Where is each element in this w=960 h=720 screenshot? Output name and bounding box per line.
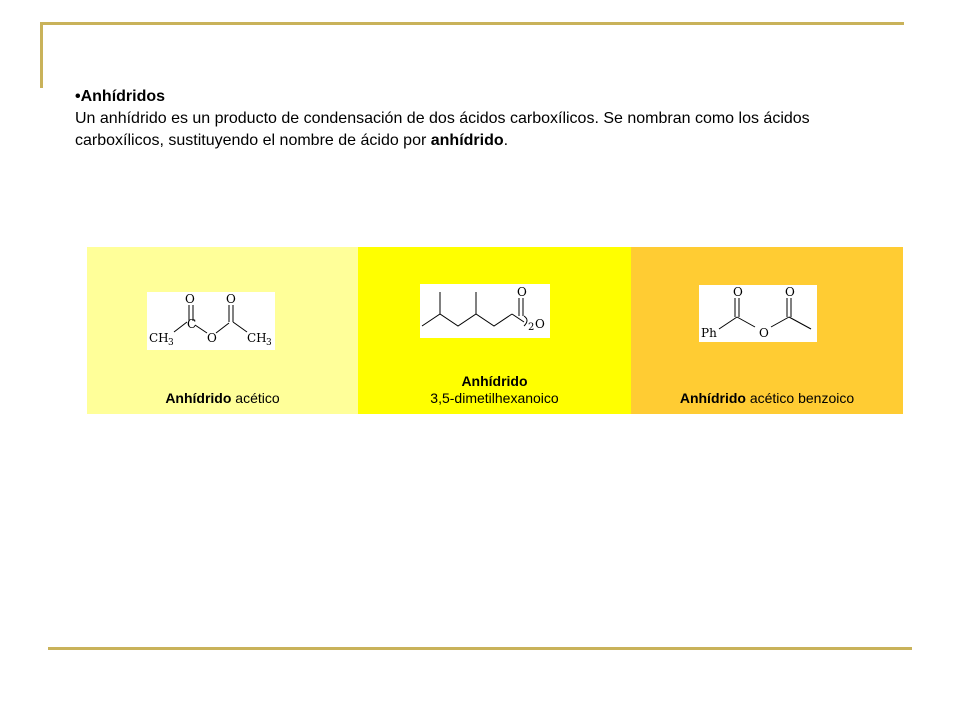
body-end: .	[503, 132, 509, 149]
caption-rest: 3,5-dimetilhexanoico	[430, 390, 559, 406]
label-carbonyl-o: O	[517, 285, 527, 299]
body-bold-term: anhídrido	[430, 132, 504, 149]
label-ch3-right: CH	[247, 331, 267, 345]
caption-acetic	[87, 390, 358, 407]
panel-acetic-benzoic-anhydride	[631, 247, 903, 414]
caption-rest: acético benzoico	[745, 390, 855, 406]
panel-dimethylhexanoic-anhydride	[358, 247, 631, 414]
frame-bottom-line	[48, 647, 912, 650]
structure-dimethylhexanoic-anhydride	[420, 284, 550, 338]
caption-bold: Anhídrido	[461, 373, 528, 389]
label-carbonyl-o-right: O	[226, 292, 236, 306]
label-carbonyl-o-left: O	[185, 292, 195, 306]
label-bridge-o: O	[535, 317, 545, 331]
slide-text	[75, 86, 895, 152]
panel-acetic-anhydride	[87, 247, 358, 414]
label-subscript-2: 2	[528, 322, 535, 333]
label-carbon: C	[187, 317, 197, 331]
slide-body	[75, 108, 895, 152]
structure-acetic-benzoic-anhydride	[699, 285, 817, 342]
caption-bold: Anhídrido	[679, 390, 746, 406]
acetic-anhydride-svg	[147, 292, 275, 350]
caption-acetic-benzoic	[631, 390, 903, 407]
label-carbonyl-o-left: O	[733, 285, 743, 299]
dimethylhexanoic-svg	[420, 284, 550, 338]
label-bridge-o: O	[759, 326, 769, 340]
label-sub-left: 3	[168, 338, 174, 348]
caption-dimethylhexanoic	[358, 373, 631, 407]
caption-rest: acético	[231, 390, 280, 406]
label-bridge-o: O	[207, 331, 217, 345]
structure-acetic-anhydride	[147, 292, 275, 350]
label-phenyl: Ph	[701, 326, 717, 340]
label-ch3-left: CH	[149, 331, 169, 345]
label-carbonyl-o-right: O	[785, 285, 795, 299]
frame-top-line	[40, 22, 904, 25]
label-sub-right: 3	[266, 338, 272, 348]
acetic-benzoic-svg	[699, 285, 817, 342]
slide-heading: •Anhídridos	[75, 88, 166, 105]
caption-bold: Anhídrido	[165, 390, 232, 406]
frame-left-line	[40, 22, 43, 88]
body-text: Un anhídrido es un producto de condensación de dos ácidos carboxílicos. Se nombran como los ácidos carboxílicos, sustituyendo el nombre de ácido por	[75, 110, 810, 149]
